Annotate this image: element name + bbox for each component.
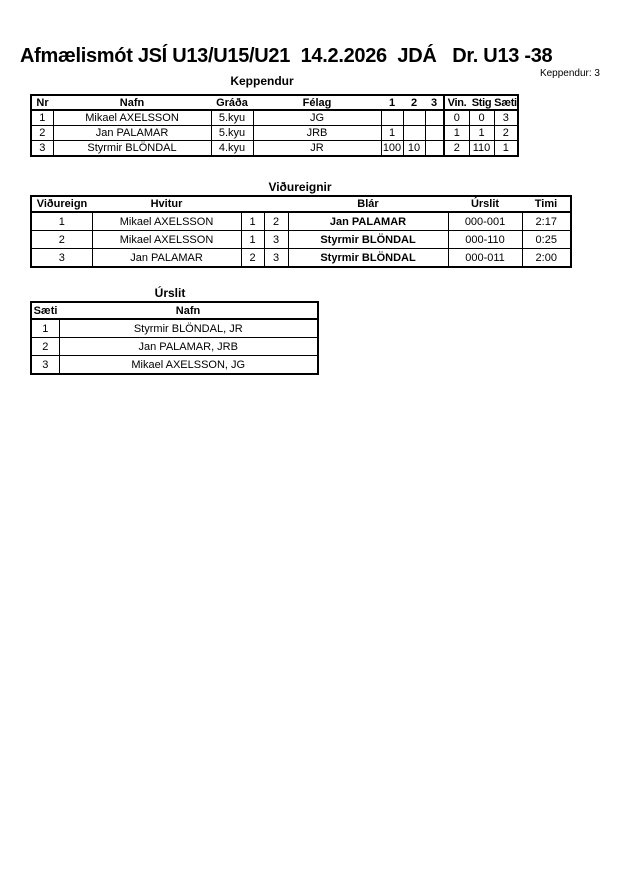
cell-round2	[403, 126, 425, 141]
match-row	[31, 231, 571, 249]
cell-match-nr: 2	[31, 231, 92, 249]
col-header-round2: 2	[403, 95, 425, 110]
col-header-saeti: Sæti	[31, 302, 59, 319]
cell-grada: 4.kyu	[211, 141, 253, 157]
cell-nafn: Styrmir BLÖNDAL, JR	[59, 319, 318, 338]
cell-vin: 0	[444, 110, 469, 126]
match-row	[31, 212, 571, 231]
results-heading: Úrslit	[154, 286, 186, 300]
cell-blar-name: Styrmir BLÖNDAL	[288, 249, 448, 268]
col-header-timi: Timi	[522, 196, 571, 212]
competitor-count: Keppendur: 3	[539, 68, 600, 79]
results-header-row	[31, 302, 318, 319]
cell-timi: 0:25	[522, 231, 571, 249]
cell-round3	[425, 126, 444, 141]
cell-grada: 5.kyu	[211, 110, 253, 126]
col-header-saeti: Sæti	[494, 96, 517, 109]
col-header-grada: Gráða	[211, 95, 253, 110]
cell-felag: JR	[253, 141, 381, 157]
col-header-vidureign: Viðureign	[31, 196, 92, 212]
cell-nafn: Styrmir BLÖNDAL	[53, 141, 211, 157]
cell-felag: JRB	[253, 126, 381, 141]
cell-round2	[403, 110, 425, 126]
cell-blar-nr: 2	[264, 212, 288, 231]
competitor-row	[31, 110, 518, 126]
col-header-blar-nr	[264, 196, 288, 212]
competitors-table	[30, 94, 519, 157]
cell-blar-nr: 3	[264, 231, 288, 249]
cell-urslit: 000-001	[448, 212, 522, 231]
cell-hvitur-nr: 2	[241, 249, 264, 268]
cell-grada: 5.kyu	[211, 126, 253, 141]
cell-round1: 1	[381, 126, 403, 141]
cell-hvitur-name: Jan PALAMAR	[92, 249, 241, 268]
match-row	[31, 249, 571, 268]
cell-blar-nr: 3	[264, 249, 288, 268]
cell-urslit: 000-110	[448, 231, 522, 249]
matches-heading: Viðureignir	[268, 180, 332, 194]
matches-header-row	[31, 196, 571, 212]
cell-timi: 2:17	[522, 212, 571, 231]
cell-saeti: 1	[494, 141, 518, 157]
cell-round1	[381, 110, 403, 126]
cell-saeti: 2	[31, 338, 59, 356]
competitors-heading: Keppendur	[230, 74, 294, 88]
cell-round3	[425, 110, 444, 126]
cell-saeti: 3	[31, 356, 59, 375]
cell-stig: 110	[469, 141, 494, 157]
cell-blar-name: Styrmir BLÖNDAL	[288, 231, 448, 249]
cell-stig: 1	[469, 126, 494, 141]
competitors-header-row	[31, 95, 518, 110]
col-header-blar: Blár	[288, 196, 448, 212]
cell-vin: 1	[444, 126, 469, 141]
cell-round1: 100	[382, 142, 402, 154]
cell-round2: 10	[403, 141, 425, 157]
cell-nafn: Mikael AXELSSON, JG	[59, 356, 318, 375]
cell-saeti: 3	[494, 110, 518, 126]
col-header-felag: Félag	[253, 95, 381, 110]
col-header-nr: Nr	[31, 95, 53, 110]
cell-saeti: 1	[31, 319, 59, 338]
result-row	[31, 338, 318, 356]
matches-table	[30, 195, 572, 268]
col-header-hvitur: Hvitur	[92, 196, 241, 212]
cell-nr: 3	[31, 141, 53, 157]
cell-nr: 2	[31, 126, 53, 141]
col-header-nafn: Nafn	[53, 95, 211, 110]
col-header-hvitur-nr	[241, 196, 264, 212]
cell-vin: 2	[444, 141, 469, 157]
cell-blar-name: Jan PALAMAR	[288, 212, 448, 231]
col-header-stig: Stig	[469, 95, 494, 110]
cell-match-nr: 3	[31, 249, 92, 268]
cell-urslit: 000-011	[448, 249, 522, 268]
cell-hvitur-nr: 1	[241, 212, 264, 231]
result-row	[31, 319, 318, 338]
col-header-round1: 1	[381, 95, 403, 110]
col-header-nafn: Nafn	[59, 302, 318, 319]
cell-match-nr: 1	[31, 212, 92, 231]
competitor-row	[31, 126, 518, 141]
cell-stig: 0	[469, 110, 494, 126]
competitor-row	[31, 141, 518, 157]
col-header-round3: 3	[425, 95, 444, 110]
cell-nr: 1	[31, 110, 53, 126]
results-table	[30, 301, 319, 375]
cell-timi: 2:00	[522, 249, 571, 268]
col-header-urslit: Úrslit	[448, 196, 522, 212]
cell-nafn: Jan PALAMAR, JRB	[59, 338, 318, 356]
result-row	[31, 356, 318, 375]
cell-hvitur-nr: 1	[241, 231, 264, 249]
cell-nafn: Jan PALAMAR	[53, 126, 211, 141]
cell-hvitur-name: Mikael AXELSSON	[92, 212, 241, 231]
cell-nafn: Mikael AXELSSON	[53, 110, 211, 126]
cell-felag: JG	[253, 110, 381, 126]
cell-saeti: 2	[494, 126, 518, 141]
cell-hvitur-name: Mikael AXELSSON	[92, 231, 241, 249]
page-title: Afmælismót JSÍ U13/U15/U21 14.2.2026 JDÁ Dr. U13 -38	[20, 45, 553, 67]
cell-round3	[425, 141, 444, 157]
col-header-vin: Vin.	[444, 95, 469, 110]
